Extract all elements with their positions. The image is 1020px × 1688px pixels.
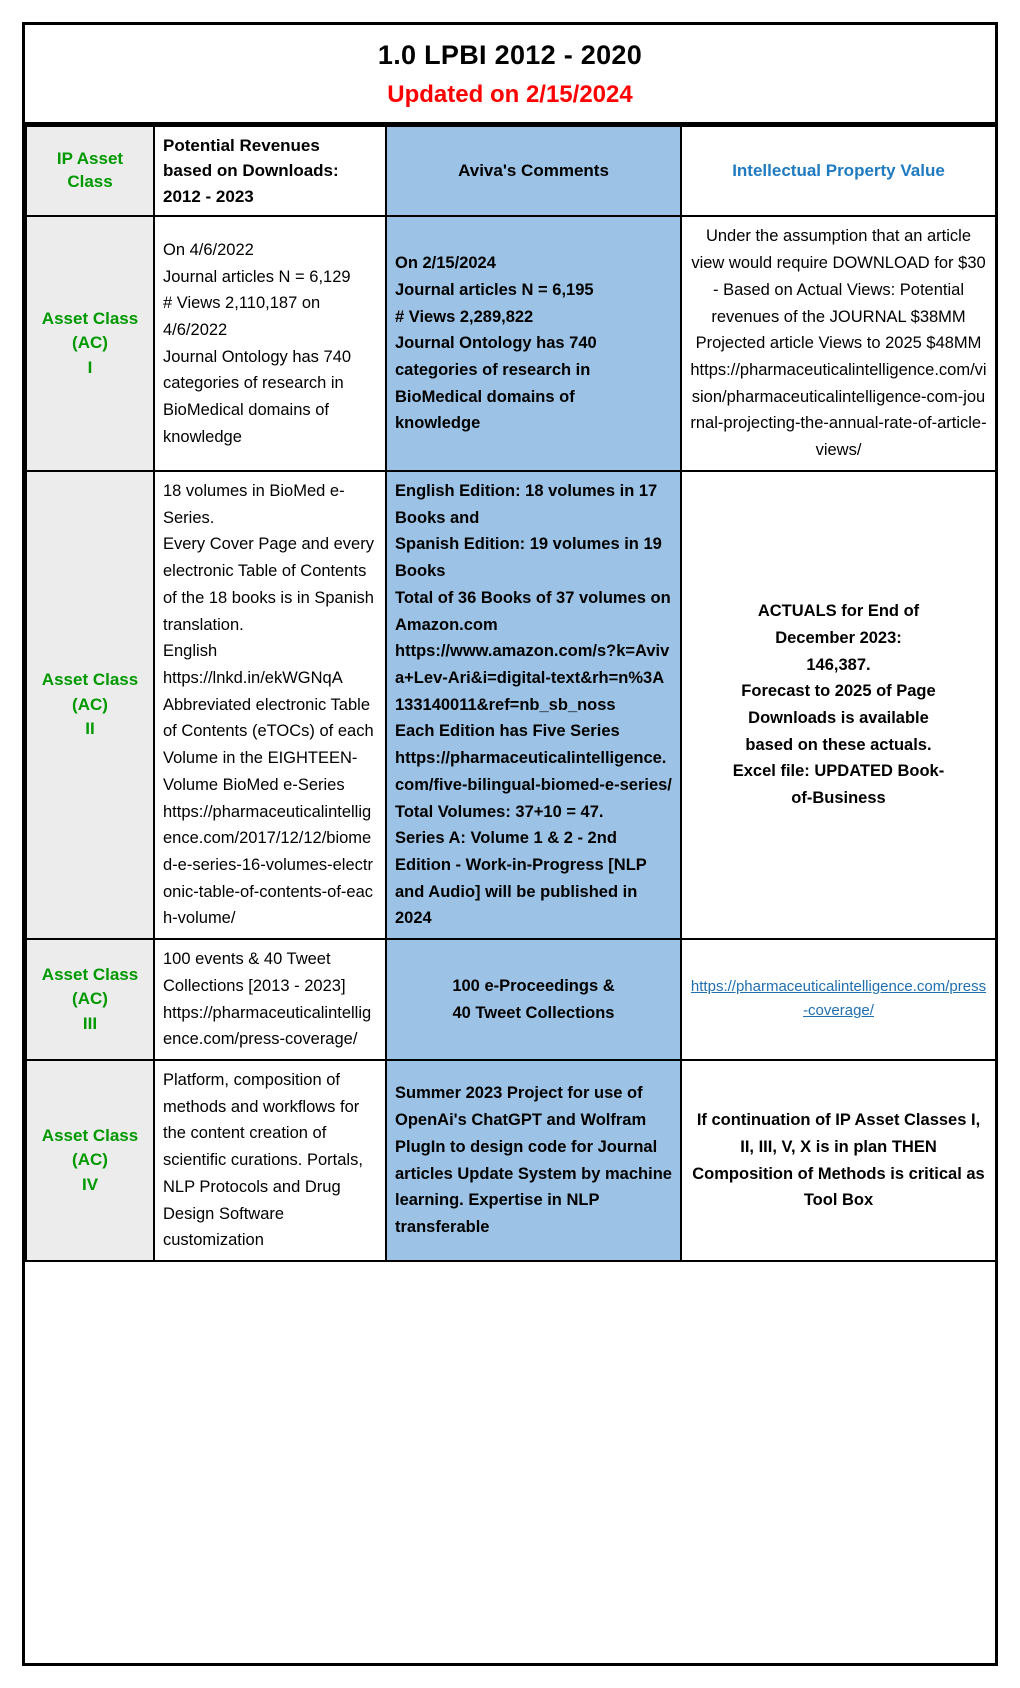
revenues-url-etoc: https://pharmaceuticalintelligence.com/2017/12/12/biomed-e-series-16-volumes-electronic-table-of-contents-of-each-volume/ (163, 802, 374, 928)
revenues-line: knowledge (163, 427, 242, 446)
ip-value-line: ACTUALS for End of (757, 602, 920, 621)
asset-class-number: II (85, 719, 95, 739)
comments-line: Journal Ontology has 740 (395, 334, 597, 353)
column-header-asset-class-line2: Class (67, 172, 113, 192)
title-block (25, 25, 995, 125)
comments-line: categories of research in (395, 361, 591, 380)
comments-url-amazon: https://www.amazon.com/s?k=Aviva+Lev-Ari&i=digital-text&rh=n%3A133140011&ref=nb_sb_noss (395, 642, 670, 714)
table-row (26, 471, 996, 939)
comments-line: 40 Tweet Collections (452, 1003, 615, 1022)
comments-line: # Views 2,289,822 (395, 307, 534, 326)
revenues-url-linkedin: https://lnkd.in/ekWGNqA (163, 668, 343, 687)
ip-value-text: Under the assumption that an article view would require DOWNLOAD for $30 - Based on Actual Views: Potential revenues of the JOURNAL $38MM Projected article Views to 2025 $48MM (691, 227, 986, 353)
table-header-row (26, 126, 996, 217)
table-row (26, 939, 996, 1060)
asset-class-abbrev: (AC) (72, 333, 108, 353)
revenues-text-part: 18 volumes in BioMed e-Series. (163, 481, 345, 527)
asset-class-number: IV (81, 1174, 99, 1194)
comments-url-five-series: https://pharmaceuticalintelligence.com/five-bilingual-biomed-e-series/ (395, 749, 672, 794)
column-header-revenues-line2: based on Downloads: (163, 161, 339, 181)
revenues-cell-iv: Platform, composition of methods and workflows for the content creation of scientific curations. Portals, NLP Protocols and Drug Design Software customization (154, 1060, 386, 1261)
document-frame (22, 22, 998, 1666)
comments-text-part: Total of 36 Books of 37 volumes on Amazon.com (395, 588, 671, 634)
comments-cell-iv: Summer 2023 Project for use of OpenAi's ChatGPT and Wolfram PlugIn to design code for Journal articles Update System by machine learning. Expertise in NLP transferable (386, 1060, 681, 1261)
asset-class-label: Asset Class (41, 308, 139, 328)
comments-cell-ii (386, 471, 681, 939)
asset-class-abbrev: (AC) (72, 1150, 108, 1170)
asset-class-number: III (82, 1013, 98, 1033)
comments-text-part: Series A: Volume 1 & 2 - 2nd Edition - Work-in-Progress [NLP and Audio] will be published in 2024 (395, 829, 647, 928)
revenues-line: categories of research in (163, 374, 344, 393)
comments-cell-iii (386, 939, 681, 1060)
revenues-line: 4/6/2022 (163, 320, 228, 339)
ip-value-line: based on these actuals. (745, 735, 932, 754)
asset-class-label: Asset Class (41, 1125, 139, 1145)
asset-class-abbrev: (AC) (72, 989, 108, 1009)
column-header-ip-value: Intellectual Property Value (681, 126, 996, 217)
comments-text-part: Total Volumes: 37+10 = 47. (395, 802, 604, 821)
asset-class-number: I (87, 357, 93, 377)
ip-value-line: of-Business (791, 789, 886, 808)
asset-class-cell-iii (26, 939, 154, 1060)
revenues-cell-i (154, 216, 386, 470)
ip-value-line: December 2023: (775, 628, 902, 647)
asset-class-abbrev: (AC) (72, 694, 108, 714)
revenues-line: # Views 2,110,187 on (163, 294, 321, 313)
ip-value-line: Excel file: UPDATED Book- (732, 762, 945, 781)
comments-text-part: English Edition: 18 volumes in 17 Books and (395, 481, 658, 527)
revenues-text-part: Every Cover Page and every electronic Table of Contents of the 18 books is in Spanish translation. (163, 535, 374, 634)
asset-class-cell-i (26, 216, 154, 470)
revenues-cell-ii (154, 471, 386, 939)
revenues-text-part: English (163, 642, 218, 661)
column-header-avivas-comments: Aviva's Comments (386, 126, 681, 217)
page-title: 1.0 LPBI 2012 - 2020 (377, 40, 643, 70)
asset-class-label: Asset Class (41, 670, 139, 690)
asset-class-cell-iv (26, 1060, 154, 1261)
ip-value-cell-iv: If continuation of IP Asset Classes I, II, III, V, X is in plan THEN Composition of Methods is critical as Tool Box (681, 1060, 996, 1261)
ip-value-cell-ii (681, 471, 996, 939)
revenues-text-part: 100 events & 40 Tweet Collections [2013 - 2023] (163, 950, 346, 995)
table-row (26, 1060, 996, 1261)
column-header-asset-class (26, 126, 154, 217)
ip-asset-table (25, 125, 997, 1262)
table-row (26, 216, 996, 470)
ip-value-line: Downloads is available (748, 709, 929, 728)
revenues-text-part: Abbreviated electronic Table of Contents (eTOCs) of each Volume in the EIGHTEEN-Volume BioMed e-Series (163, 695, 374, 794)
comments-line: knowledge (395, 414, 481, 433)
comments-line: On 2/15/2024 (395, 254, 496, 273)
ip-value-cell-iii (681, 939, 996, 1060)
column-header-potential-revenues (154, 126, 386, 217)
asset-class-label: Asset Class (41, 964, 139, 984)
ip-value-cell-i (681, 216, 996, 470)
revenues-line: Journal articles N = 6,129 (163, 267, 351, 286)
revenues-url-press-coverage: https://pharmaceuticalintelligence.com/press-coverage/ (163, 1003, 372, 1049)
ip-value-url: https://pharmaceuticalintelligence.com/vision/pharmaceuticalintelligence-com-journal-projecting-the-annual-rate-of-article-views/ (690, 361, 987, 460)
revenues-cell-iii (154, 939, 386, 1060)
ip-value-press-coverage-link[interactable]: https://pharmaceuticalintelligence.com/press-coverage/ (690, 978, 987, 1020)
asset-class-cell-ii (26, 471, 154, 939)
revenues-line: Journal Ontology has 740 (163, 347, 352, 366)
column-header-asset-class-line1: IP Asset (56, 149, 124, 169)
comments-text-part: Spanish Edition: 19 volumes in 19 Books (395, 535, 662, 581)
column-header-revenues-line1: Potential Revenues (163, 135, 320, 155)
comments-line: Journal articles N = 6,195 (395, 280, 594, 299)
updated-date: Updated on 2/15/2024 (387, 80, 633, 108)
column-header-revenues-line3: 2012 - 2023 (163, 186, 254, 206)
comments-line: BioMedical domains of (395, 387, 575, 406)
ip-value-line: 146,387. (806, 655, 871, 674)
comments-cell-i (386, 216, 681, 470)
revenues-line: BioMedical domains of (163, 401, 329, 420)
comments-text-part: Each Edition has Five Series (395, 722, 620, 741)
ip-value-line: Forecast to 2025 of Page (741, 682, 936, 701)
revenues-line: On 4/6/2022 (163, 240, 254, 259)
comments-line: 100 e-Proceedings & (452, 976, 615, 995)
